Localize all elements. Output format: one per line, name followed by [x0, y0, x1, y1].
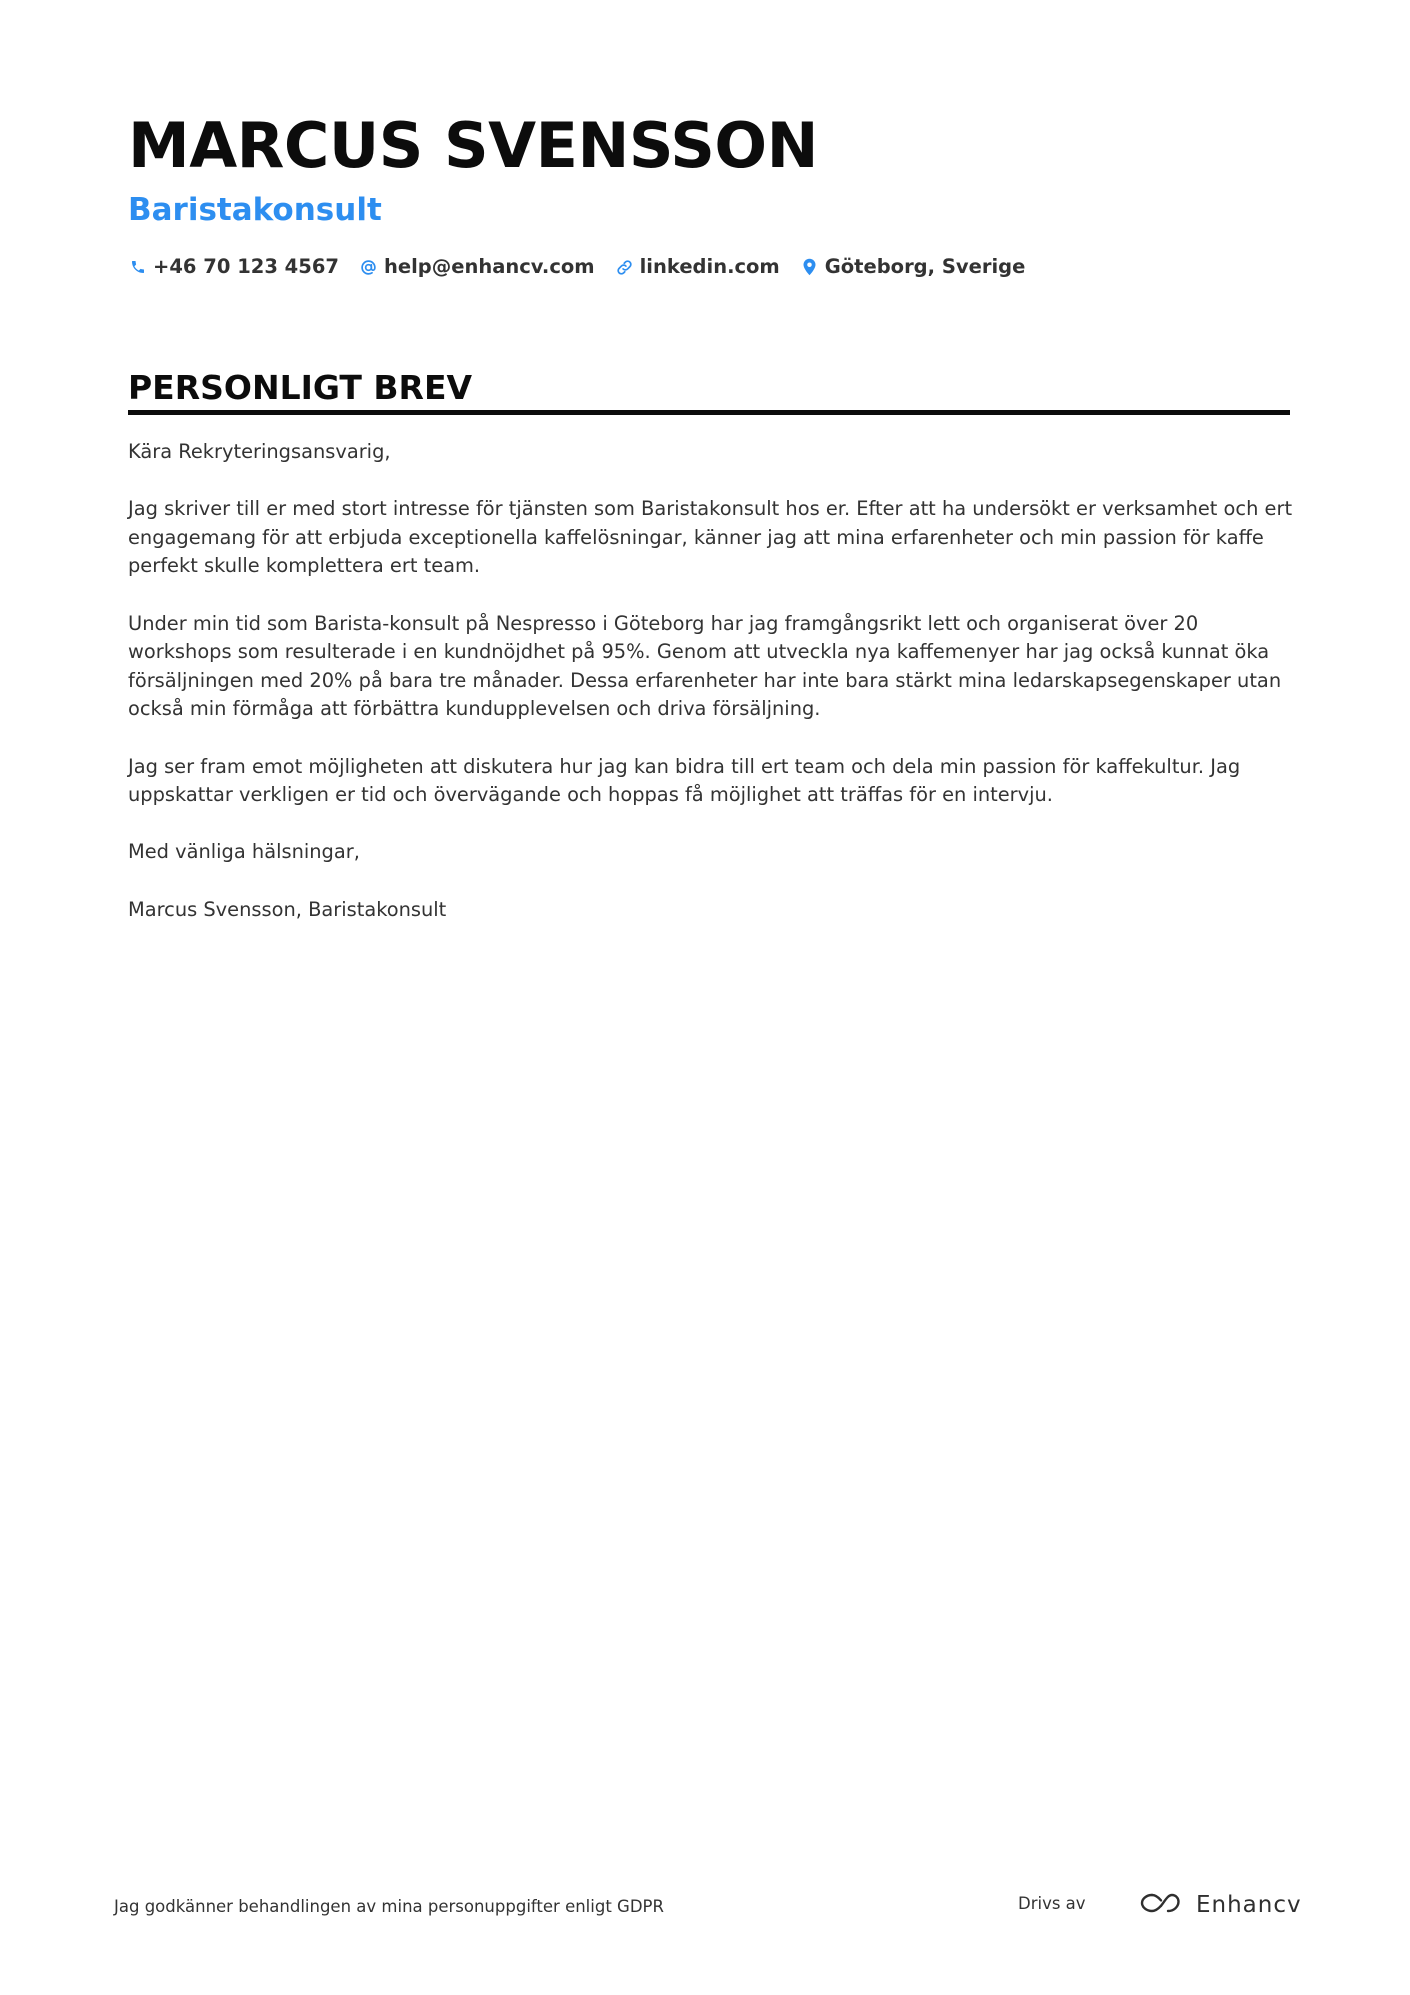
letter-paragraph: Jag ser fram emot möjligheten att diskutera hur jag kan bidra till ert team och dela min passion för kaffekultur. Jag uppskattar verkligen er tid och övervägande och hoppas få möjlighet att träffas för en intervju. — [128, 754, 1241, 807]
contact-location-text: Göteborg, Sverige — [824, 255, 1026, 278]
gdpr-consent-text: Jag godkänner behandlingen av mina personuppgifter enligt GDPR — [114, 1897, 664, 1916]
enhancv-brand-name: Enhancv — [1196, 1892, 1302, 1918]
letter-paragraph: Under min tid som Barista-konsult på Nespresso i Göteborg har jag framgångsrikt lett och organiserat över 20 workshops som resulterade i en kundnöjdhet på 95%. Genom att utveckla nya kaffemenyer har jag också kunnat öka försäljningen med 20% på bara tre månader. Dessa erfarenheter har inte bara stärkt mina ledarskapsegenskaper utan också min förmåga att förbättra kundupplevelsen och driva försäljning. — [128, 611, 1282, 721]
letter-body — [128, 438, 1294, 953]
letter-greeting: Kära Rekryteringsansvarig, — [128, 440, 391, 463]
powered-by-text: Drivs av — [1018, 1894, 1086, 1913]
contact-bar — [128, 254, 1045, 280]
contact-linkedin-text: linkedin.com — [639, 255, 780, 278]
enhancv-logo-icon — [1138, 1890, 1184, 1921]
contact-location — [800, 254, 1026, 280]
section-divider — [128, 410, 1290, 415]
at-icon — [359, 257, 379, 277]
letter-paragraph: Jag skriver till er med stort intresse för tjänsten som Baristakonsult hos er. Efter att ha undersökt er verksamhet och ert engagemang för att erbjuda exceptionella kaffelösningar, känner jag att mina erfarenheter och min passion för kaffe perfekt skulle komplettera ert team. — [128, 497, 1293, 578]
applicant-name: MARCUS SVENSSON — [128, 109, 818, 182]
link-icon — [615, 257, 635, 277]
contact-phone-text: +46 70 123 4567 — [153, 255, 339, 278]
letter-signature: Marcus Svensson, Baristakonsult — [128, 897, 447, 921]
contact-phone[interactable] — [128, 254, 339, 280]
contact-email-text: help@enhancv.com — [383, 255, 595, 278]
phone-icon — [128, 257, 148, 277]
section-title: PERSONLIGT BREV — [128, 368, 473, 407]
location-pin-icon — [800, 257, 820, 277]
enhancv-brand[interactable] — [1138, 1890, 1302, 1920]
letter-closing: Med vänliga hälsningar, — [128, 840, 360, 864]
contact-linkedin[interactable] — [615, 254, 780, 280]
applicant-role: Baristakonsult — [128, 192, 382, 228]
contact-email[interactable] — [359, 254, 595, 280]
